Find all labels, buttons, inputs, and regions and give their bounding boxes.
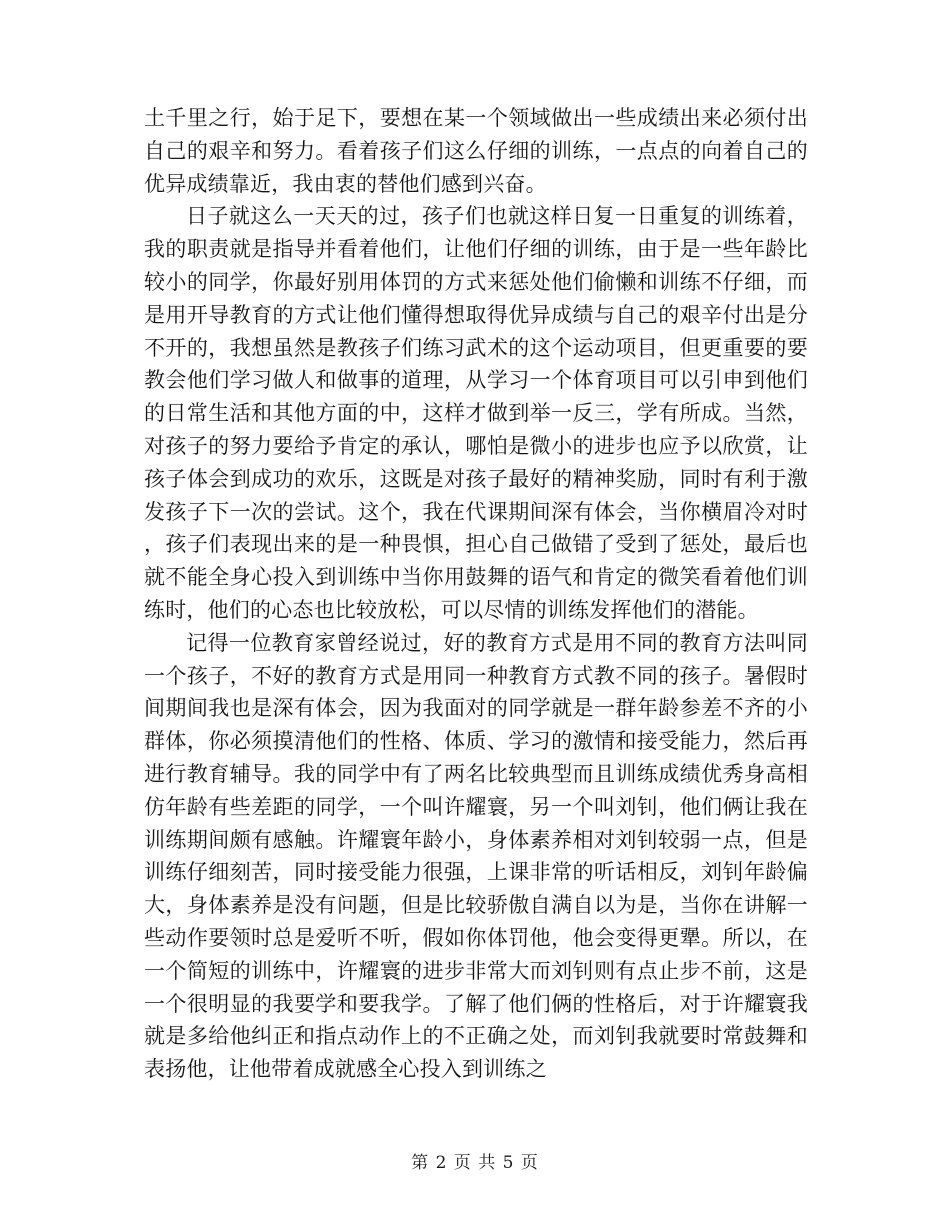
paragraph-continuation: 土千里之行，始于足下，要想在某一个领域做出一些成绩出来必须付出自己的艰辛和努力。看着孩子们这么仔细的训练，一点点的向着自己的优异成绩靠近，我由衷的替他们感到兴奋。 (144, 106, 808, 196)
body-text (144, 102, 808, 1086)
paragraph-teaching-methods: 记得一位教育家曾经说过，好的教育方式是用不同的教育方法叫同一个孩子，不好的教育方式是用同一种教育方式教不同的孩子。暑假时间期间我也是深有体会，因为我面对的同学就是一群年龄参差不齐的小群体，你必须摸清他们的性格、体质、学习的激情和接受能力，然后再进行教育辅导。我的同学中有了两名比较典型而且训练成绩优秀身高相仿年龄有些差距的同学，一个叫许耀寰，另一个叫刘钊，他们俩让我在训练期间颇有感触。许耀寰年龄小，身体素养相对刘钊较弱一点，但是训练仔细刻苦，同时接受能力很强，上课非常的听话相反，刘钊年龄偏大，身体素养是没有问题，但是比较骄傲自满自以为是，当你在讲解一些动作要领时总是爱听不听，假如你体罚他，他会变得更犟。所以，在一个简短的训练中，许耀寰的进步非常大而刘钊则有点止步不前，这是一个很明显的我要学和要我学。了解了他们俩的性格后，对于许耀寰我就是多给他纠正和指点动作上的不正确之处，而刘钊我就要时常鼓舞和表扬他，让他带着成就感全心投入到训练之 (144, 630, 808, 1082)
page-number-footer: 第 2 页 共 5 页 (411, 1153, 539, 1173)
paragraph-training-days: 日子就这么一天天的过，孩子们也就这样日复一日重复的训练着，我的职责就是指导并看着他们，让他们仔细的训练，由于是一些年龄比较小的同学，你最好别用体罚的方式来惩处他们偷懒和训练不仔细，而是用开导教育的方式让他们懂得想取得优异成绩与自己的艰辛付出是分不开的，我想虽然是教孩子们练习武术的这个运动项目，但更重要的要教会他们学习做人和做事的道理，从学习一个体育项目可以引申到他们的日常生活和其他方面的中，这样才做到举一反三，学有所成。当然，对孩子的努力要给予肯定的承认，哪怕是微小的进步也应予以欣赏，让孩子体会到成功的欢乐，这既是对孩子最好的精神奖励，同时有利于激发孩子下一次的尝试。这个，我在代课期间深有体会，当你横眉冷对时，孩子们表现出来的是一种畏惧，担心自己做错了受到了惩处，最后也就不能全身心投入到训练中当你用鼓舞的语气和肯定的微笑看着他们训练时，他们的心态也比较放松，可以尽情的训练发挥他们的潜能。 (144, 204, 808, 622)
